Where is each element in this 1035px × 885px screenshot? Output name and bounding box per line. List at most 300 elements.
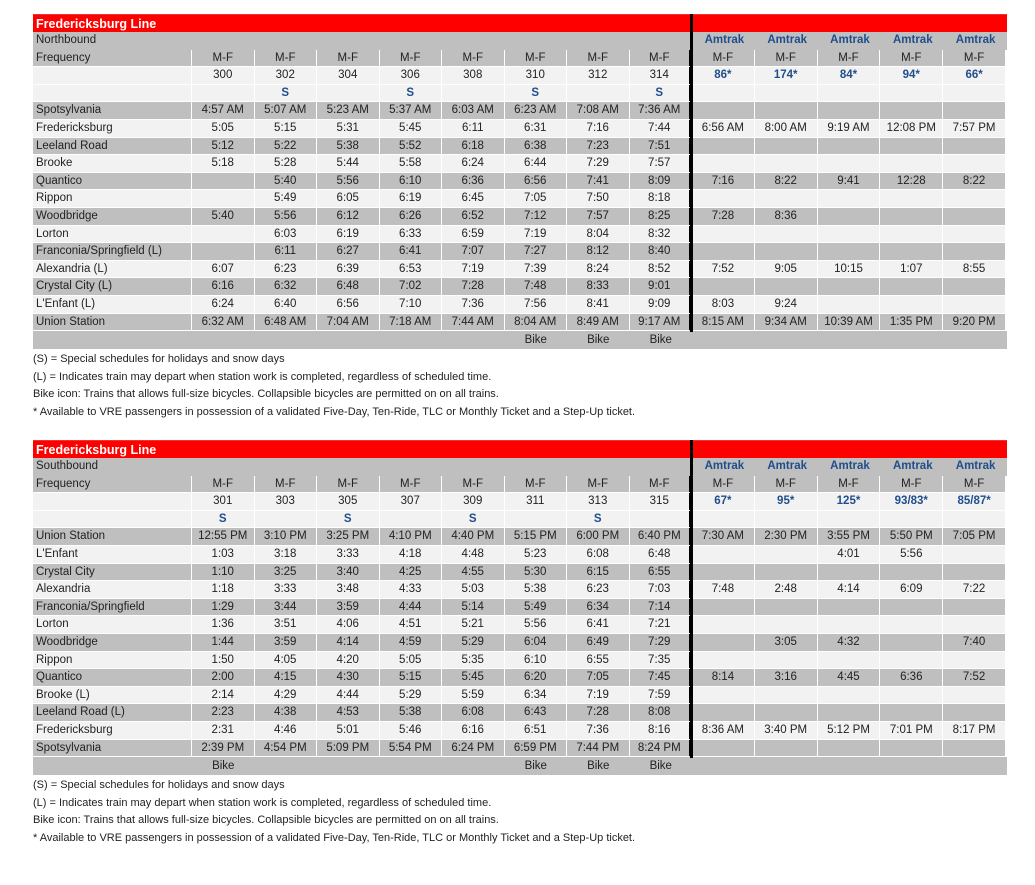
station-name: Quantico — [33, 669, 192, 687]
amtrak-departure-time: 9:19 AM — [818, 120, 881, 138]
departure-time: 5:40 — [192, 208, 255, 226]
departure-time: 5:01 — [317, 722, 380, 740]
departure-time: 6:19 — [317, 226, 380, 244]
departure-time: 5:23 — [505, 546, 568, 564]
empty-cell — [692, 511, 755, 529]
departure-time: 8:32 — [630, 226, 693, 244]
amtrak-departure-time — [692, 564, 755, 582]
departure-time: 9:01 — [630, 278, 693, 296]
departure-time: 6:10 — [505, 652, 568, 670]
amtrak-departure-time — [818, 704, 881, 722]
amtrak-departure-time: 5:56 — [880, 546, 943, 564]
southbound-schedule — [33, 440, 1007, 775]
departure-time: 6:03 AM — [442, 102, 505, 120]
departure-time: 6:23 — [567, 581, 630, 599]
departure-time: 4:59 — [380, 634, 443, 652]
departure-time: 8:33 — [567, 278, 630, 296]
departure-time: 8:12 — [567, 243, 630, 261]
amtrak-departure-time: 7:40 — [943, 634, 1006, 652]
frequency-cell: M-F — [755, 476, 818, 494]
amtrak-departure-time — [943, 155, 1006, 173]
amtrak-departure-time: 7:01 PM — [880, 722, 943, 740]
amtrak-departure-time: 8:36 — [755, 208, 818, 226]
departure-time: 5:52 — [380, 138, 443, 156]
departure-time: 8:49 AM — [567, 314, 630, 332]
departure-time: 6:11 — [255, 243, 318, 261]
amtrak-label: Amtrak — [767, 34, 808, 46]
amtrak-departure-time — [943, 138, 1006, 156]
amtrak-departure-time — [880, 564, 943, 582]
empty-cell — [880, 511, 943, 529]
departure-time: 7:51 — [630, 138, 693, 156]
amtrak-departure-time: 7:52 — [943, 669, 1006, 687]
departure-time: 4:54 PM — [255, 740, 318, 758]
special-schedule-marker: S — [192, 511, 255, 529]
departure-time: 7:59 — [630, 687, 693, 705]
amtrak-departure-time: 9:24 — [755, 296, 818, 314]
departure-time: 6:45 — [442, 190, 505, 208]
departure-time: 6:16 — [192, 278, 255, 296]
departure-time: 5:31 — [317, 120, 380, 138]
amtrak-departure-time — [818, 138, 881, 156]
amtrak-departure-time: 8:15 AM — [692, 314, 755, 332]
departure-time: 6:16 — [442, 722, 505, 740]
amtrak-departure-time — [880, 155, 943, 173]
departure-time: 6:34 — [567, 599, 630, 617]
amtrak-departure-time: 6:09 — [880, 581, 943, 599]
station-name: Rippon — [33, 652, 192, 670]
amtrak-departure-time — [880, 243, 943, 261]
amtrak-label: Amtrak — [704, 460, 745, 472]
amtrak-departure-time — [692, 278, 755, 296]
departure-time: 4:44 — [380, 599, 443, 617]
amtrak-label: Amtrak — [955, 34, 996, 46]
amtrak-departure-time — [692, 102, 755, 120]
amtrak-departure-time: 4:32 — [818, 634, 881, 652]
departure-time: 3:18 — [255, 546, 318, 564]
amtrak-train-number: 125* — [818, 493, 881, 511]
station-name: L'Enfant — [33, 546, 192, 564]
amtrak-departure-time: 7:05 PM — [943, 528, 1006, 546]
departure-time: 1:10 — [192, 564, 255, 582]
bike-icon: Bike — [524, 760, 547, 773]
departure-time: 6:05 — [317, 190, 380, 208]
departure-time: 5:30 — [505, 564, 568, 582]
frequency-cell: M-F — [380, 476, 443, 494]
departure-time: 6:52 — [442, 208, 505, 226]
amtrak-departure-time — [755, 243, 818, 261]
departure-time: 6:32 — [255, 278, 318, 296]
amtrak-departure-time: 2:30 PM — [755, 528, 818, 546]
departure-time: 5:22 — [255, 138, 318, 156]
departure-time: 5:12 — [192, 138, 255, 156]
amtrak-departure-time — [818, 190, 881, 208]
amtrak-labels — [693, 32, 1007, 50]
amtrak-departure-time — [880, 599, 943, 617]
amtrak-departure-time: 7:28 — [692, 208, 755, 226]
frequency-cell: M-F — [255, 476, 318, 494]
frequency-cell: M-F — [692, 476, 755, 494]
departure-time: 7:29 — [567, 155, 630, 173]
amtrak-departure-time — [755, 599, 818, 617]
departure-time: 7:19 — [442, 261, 505, 279]
departure-time: 7:28 — [567, 704, 630, 722]
amtrak-departure-time: 5:50 PM — [880, 528, 943, 546]
special-schedule-marker — [380, 511, 443, 529]
amtrak-departure-time — [692, 190, 755, 208]
frequency-cell: M-F — [567, 50, 630, 68]
departure-time: 7:36 AM — [630, 102, 693, 120]
departure-time: 1:18 — [192, 581, 255, 599]
frequency-cell: M-F — [755, 50, 818, 68]
amtrak-departure-time — [880, 634, 943, 652]
amtrak-departure-time — [880, 208, 943, 226]
departure-time: 4:55 — [442, 564, 505, 582]
train-number: 309 — [442, 493, 505, 511]
amtrak-departure-time — [818, 616, 881, 634]
departure-time: 5:07 AM — [255, 102, 318, 120]
amtrak-departure-time — [755, 138, 818, 156]
departure-time: 6:40 — [255, 296, 318, 314]
special-schedule-marker — [567, 85, 630, 103]
departure-time: 7:19 — [505, 226, 568, 244]
departure-time: 5:56 — [255, 208, 318, 226]
amtrak-departure-time — [692, 155, 755, 173]
amtrak-departure-time — [818, 278, 881, 296]
frequency-cell: M-F — [818, 50, 881, 68]
departure-time: 4:51 — [380, 616, 443, 634]
empty-cell — [943, 85, 1006, 103]
amtrak-departure-time: 3:05 — [755, 634, 818, 652]
amtrak-train-number: 67* — [692, 493, 755, 511]
amtrak-departure-time — [755, 190, 818, 208]
departure-time: 5:05 — [192, 120, 255, 138]
amtrak-departure-time — [692, 243, 755, 261]
amtrak-departure-time — [818, 687, 881, 705]
departure-time: 6:27 — [317, 243, 380, 261]
amtrak-departure-time: 4:14 — [818, 581, 881, 599]
special-schedule-marker — [255, 511, 318, 529]
amtrak-departure-time — [880, 278, 943, 296]
departure-time: 5:45 — [442, 669, 505, 687]
station-name: Lorton — [33, 616, 192, 634]
amtrak-departure-time — [755, 102, 818, 120]
departure-time: 8:52 — [630, 261, 693, 279]
amtrak-departure-time: 1:35 PM — [880, 314, 943, 332]
departure-time: 7:18 AM — [380, 314, 443, 332]
amtrak-departure-time: 7:30 AM — [692, 528, 755, 546]
station-name: Quantico — [33, 173, 192, 191]
departure-time: 5:56 — [317, 173, 380, 191]
frequency-cell: M-F — [567, 476, 630, 494]
amtrak-departure-time — [880, 296, 943, 314]
vre-amtrak-divider — [690, 14, 693, 332]
schedule-grid — [33, 476, 1007, 758]
departure-time: 8:25 — [630, 208, 693, 226]
amtrak-departure-time — [880, 226, 943, 244]
departure-time: 4:20 — [317, 652, 380, 670]
special-schedule-marker: S — [630, 85, 693, 103]
amtrak-departure-time — [692, 226, 755, 244]
empty-cell — [818, 511, 881, 529]
train-number: 303 — [255, 493, 318, 511]
amtrak-departure-time — [880, 138, 943, 156]
empty-cell — [755, 85, 818, 103]
departure-time: 5:23 AM — [317, 102, 380, 120]
station-name: L'Enfant (L) — [33, 296, 192, 314]
departure-time: 6:26 — [380, 208, 443, 226]
empty-cell — [380, 331, 443, 349]
amtrak-label: Amtrak — [830, 460, 870, 472]
frequency-cell: M-F — [818, 476, 881, 494]
amtrak-departure-time — [943, 296, 1006, 314]
direction-label: Northbound — [33, 32, 693, 50]
amtrak-departure-time: 8:22 — [755, 173, 818, 191]
footnote: (S) = Special schedules for holidays and snow days — [33, 353, 285, 365]
direction-label: Southbound — [33, 458, 693, 476]
departure-time: 5:21 — [442, 616, 505, 634]
frequency-cell: M-F — [192, 476, 255, 494]
amtrak-departure-time — [692, 599, 755, 617]
departure-time: 7:23 — [567, 138, 630, 156]
departure-time: 5:15 — [255, 120, 318, 138]
bike-icon: Bike — [649, 760, 672, 773]
amtrak-departure-time: 5:12 PM — [818, 722, 881, 740]
station-name: Alexandria — [33, 581, 192, 599]
frequency-cell: M-F — [317, 50, 380, 68]
amtrak-departure-time: 7:52 — [692, 261, 755, 279]
departure-time: 6:00 PM — [567, 528, 630, 546]
amtrak-departure-time: 12:28 — [880, 173, 943, 191]
departure-time: 7:39 — [505, 261, 568, 279]
footnote: (L) = Indicates train may depart when station work is completed, regardless of scheduled time. — [33, 796, 492, 809]
departure-time: 7:44 PM — [567, 740, 630, 758]
empty-cell — [442, 331, 505, 349]
bike-icon: Bike — [649, 334, 672, 347]
amtrak-departure-time — [943, 243, 1006, 261]
departure-time: 6:20 — [505, 669, 568, 687]
train-number: 306 — [380, 67, 443, 85]
departure-time: 3:33 — [317, 546, 380, 564]
amtrak-departure-time — [755, 278, 818, 296]
departure-time: 3:48 — [317, 581, 380, 599]
departure-time: 5:45 — [380, 120, 443, 138]
amtrak-departure-time — [692, 616, 755, 634]
departure-time: 6:33 — [380, 226, 443, 244]
departure-time: 4:10 PM — [380, 528, 443, 546]
departure-time: 3:59 — [255, 634, 318, 652]
train-number: 308 — [442, 67, 505, 85]
amtrak-departure-time: 8:14 — [692, 669, 755, 687]
station-name: Union Station — [33, 314, 192, 332]
special-schedule-marker: S — [317, 511, 380, 529]
departure-time: 6:10 — [380, 173, 443, 191]
amtrak-departure-time — [943, 599, 1006, 617]
departure-time: 5:09 PM — [317, 740, 380, 758]
station-name: Franconia/Springfield (L) — [33, 243, 192, 261]
empty-cell — [442, 757, 505, 775]
amtrak-departure-time: 8:55 — [943, 261, 1006, 279]
amtrak-train-number: 94* — [880, 67, 943, 85]
amtrak-departure-time — [818, 226, 881, 244]
amtrak-departure-time: 8:17 PM — [943, 722, 1006, 740]
departure-time: 4:53 — [317, 704, 380, 722]
amtrak-departure-time — [755, 616, 818, 634]
bike-icon: Bike — [524, 334, 547, 347]
departure-time: 6:36 — [442, 173, 505, 191]
departure-time: 6:23 AM — [505, 102, 568, 120]
departure-time: 6:32 AM — [192, 314, 255, 332]
northbound-schedule — [33, 14, 1007, 349]
footnote: (S) = Special schedules for holidays and snow days — [33, 779, 285, 791]
amtrak-train-number: 95* — [755, 493, 818, 511]
amtrak-departure-time — [755, 564, 818, 582]
amtrak-departure-time — [755, 546, 818, 564]
departure-time: 4:40 PM — [442, 528, 505, 546]
departure-time: 6:48 AM — [255, 314, 318, 332]
departure-time: 1:03 — [192, 546, 255, 564]
departure-time: 5:15 PM — [505, 528, 568, 546]
amtrak-departure-time: 4:45 — [818, 669, 881, 687]
departure-time: 2:39 PM — [192, 740, 255, 758]
departure-time: 4:46 — [255, 722, 318, 740]
frequency-cell: M-F — [630, 476, 693, 494]
departure-time: 7:02 — [380, 278, 443, 296]
departure-time: 7:28 — [442, 278, 505, 296]
departure-time: 1:44 — [192, 634, 255, 652]
departure-time: 8:04 AM — [505, 314, 568, 332]
amtrak-departure-time — [943, 564, 1006, 582]
departure-time: 5:46 — [380, 722, 443, 740]
bike-icon: Bike — [212, 760, 235, 773]
departure-time: 8:04 — [567, 226, 630, 244]
departure-time: 3:51 — [255, 616, 318, 634]
amtrak-label: Amtrak — [704, 34, 745, 46]
amtrak-departure-time — [692, 652, 755, 670]
departure-time: 5:03 — [442, 581, 505, 599]
empty-cell — [692, 757, 1006, 775]
frequency-cell: M-F — [943, 476, 1006, 494]
frequency-label: Frequency — [33, 50, 192, 68]
amtrak-departure-time: 8:36 AM — [692, 722, 755, 740]
amtrak-departure-time: 1:07 — [880, 261, 943, 279]
amtrak-departure-time — [818, 208, 881, 226]
amtrak-departure-time: 9:05 — [755, 261, 818, 279]
departure-time — [192, 190, 255, 208]
departure-time: 7:10 — [380, 296, 443, 314]
train-number: 311 — [505, 493, 568, 511]
departure-time: 4:57 AM — [192, 102, 255, 120]
amtrak-departure-time — [755, 687, 818, 705]
amtrak-departure-time — [880, 740, 943, 758]
special-schedule-marker: S — [255, 85, 318, 103]
departure-time: 7:05 — [505, 190, 568, 208]
departure-time: 6:24 — [442, 155, 505, 173]
departure-time: 7:56 — [505, 296, 568, 314]
departure-time: 6:18 — [442, 138, 505, 156]
departure-time: 4:38 — [255, 704, 318, 722]
departure-time: 6:55 — [567, 652, 630, 670]
northbound-notes — [33, 351, 635, 421]
departure-time: 7:36 — [567, 722, 630, 740]
departure-time: 7:27 — [505, 243, 568, 261]
amtrak-departure-time: 7:16 — [692, 173, 755, 191]
departure-time: 6:08 — [442, 704, 505, 722]
footnote: Bike icon: Trains that allows full-size bicycles. Collapsible bicycles are permitted on on all trains. — [33, 388, 499, 400]
departure-time: 6:59 — [442, 226, 505, 244]
departure-time: 4:06 — [317, 616, 380, 634]
special-schedule-marker — [505, 511, 568, 529]
frequency-cell: M-F — [505, 50, 568, 68]
amtrak-departure-time: 12:08 PM — [880, 120, 943, 138]
departure-time: 6:43 — [505, 704, 568, 722]
departure-time: 7:16 — [567, 120, 630, 138]
empty-cell — [33, 67, 192, 85]
frequency-cell: M-F — [442, 476, 505, 494]
amtrak-train-number: 85/87* — [943, 493, 1006, 511]
amtrak-departure-time: 3:16 — [755, 669, 818, 687]
departure-time: 8:40 — [630, 243, 693, 261]
departure-time: 2:23 — [192, 704, 255, 722]
amtrak-departure-time — [692, 634, 755, 652]
departure-time: 5:38 — [505, 581, 568, 599]
departure-time: 5:54 PM — [380, 740, 443, 758]
amtrak-departure-time — [943, 616, 1006, 634]
empty-cell — [317, 757, 380, 775]
frequency-cell: M-F — [880, 476, 943, 494]
frequency-cell: M-F — [505, 476, 568, 494]
departure-time: 6:53 — [380, 261, 443, 279]
train-number: 305 — [317, 493, 380, 511]
amtrak-departure-time — [692, 687, 755, 705]
departure-time: 7:45 — [630, 669, 693, 687]
departure-time: 6:48 — [317, 278, 380, 296]
footnote: Bike icon: Trains that allows full-size bicycles. Collapsible bicycles are permitted on on all trains. — [33, 814, 499, 826]
frequency-cell: M-F — [943, 50, 1006, 68]
amtrak-departure-time — [943, 740, 1006, 758]
amtrak-departure-time — [943, 687, 1006, 705]
departure-time: 6:55 — [630, 564, 693, 582]
empty-cell — [33, 493, 192, 511]
train-number: 302 — [255, 67, 318, 85]
departure-time: 6:39 — [317, 261, 380, 279]
bike-row — [33, 331, 1007, 349]
departure-time: 3:59 — [317, 599, 380, 617]
amtrak-departure-time: 7:57 PM — [943, 120, 1006, 138]
special-schedule-marker — [630, 511, 693, 529]
amtrak-departure-time: 10:39 AM — [818, 314, 881, 332]
departure-time: 1:50 — [192, 652, 255, 670]
departure-time: 4:14 — [317, 634, 380, 652]
departure-time: 6:56 — [505, 173, 568, 191]
station-name: Alexandria (L) — [33, 261, 192, 279]
departure-time: 9:17 AM — [630, 314, 693, 332]
departure-time: 7:19 — [567, 687, 630, 705]
frequency-cell: M-F — [880, 50, 943, 68]
departure-time: 6:34 — [505, 687, 568, 705]
special-schedule-marker — [442, 85, 505, 103]
footnote: (L) = Indicates train may depart when station work is completed, regardless of scheduled time. — [33, 370, 492, 383]
departure-time: 5:49 — [255, 190, 318, 208]
footnote: * Available to VRE passengers in possession of a validated Five-Day, Ten-Ride, TLC or Monthly Ticket and a Step-Up ticket. — [33, 405, 636, 418]
amtrak-departure-time — [943, 102, 1006, 120]
amtrak-departure-time: 2:48 — [755, 581, 818, 599]
amtrak-departure-time — [943, 190, 1006, 208]
departure-time: 5:29 — [442, 634, 505, 652]
departure-time: 4:44 — [317, 687, 380, 705]
departure-time: 12:55 PM — [192, 528, 255, 546]
empty-cell — [755, 511, 818, 529]
